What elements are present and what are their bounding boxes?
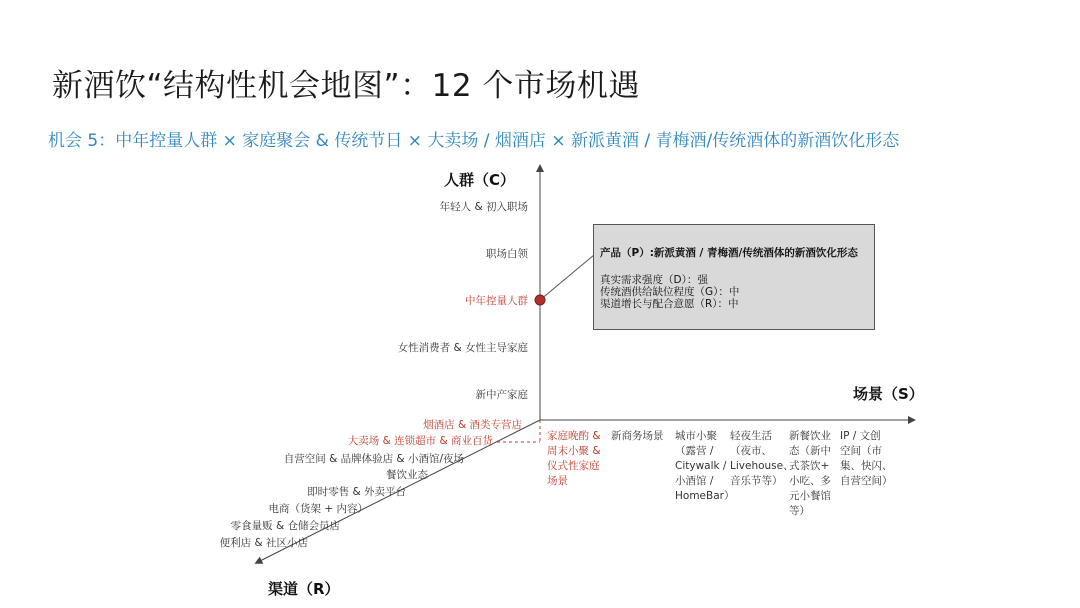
r-category: 便利店 & 社区小店: [219, 537, 308, 549]
r-axis-title: 渠道（R）: [268, 580, 340, 598]
product-callout-title: 产品（P）:新派黄酒 / 青梅酒/传统酒体的新酒饮化形态: [600, 247, 858, 259]
product-callout-box: [593, 224, 875, 330]
r-category: 电商（货架 + 内容）: [268, 503, 368, 515]
y-category: 女性消费者 & 女性主导家庭: [397, 342, 528, 354]
x-category: 轻夜生活 （夜市、 Livehouse、 音乐节等）: [730, 430, 794, 487]
callout-connector: [540, 250, 600, 300]
x-category: 城市小聚 （露营 / Citywalk / 小酒馆 / HomeBar）: [675, 430, 735, 502]
supply-gap: 传统酒供给缺位程度（G）：中: [600, 286, 740, 298]
x-category-highlighted: 家庭晚酌 & 周末小聚 & 仪式性家庭 场景: [547, 430, 601, 487]
y-category: 新中产家庭: [475, 389, 528, 401]
y-axis-title: 人群（C）: [444, 171, 516, 189]
page-title: 新酒饮“结构性机会地图”：12 个市场机遇: [52, 68, 640, 104]
x-axis-title: 场景（S）: [853, 385, 924, 403]
channel-growth: 渠道增长与配合意愿（R）：中: [600, 298, 739, 310]
r-category: 即时零售 & 外卖平台: [307, 486, 406, 498]
r-category-highlighted: 烟酒店 & 酒类专营店: [423, 419, 522, 431]
demand-strength: 真实需求强度（D）：强: [600, 274, 708, 286]
y-category: 年轻人 & 初入职场: [439, 201, 528, 213]
x-category: 新商务场景: [611, 430, 664, 442]
r-category: 自营空间 & 品牌体验店 & 小酒馆/夜场: [283, 453, 464, 465]
y-category: 职场白领: [486, 248, 528, 260]
r-category: 餐饮业态: [386, 469, 428, 481]
x-category: IP / 文创 空间（市 集、快闪、 自营空间）: [840, 430, 893, 487]
highlight-point: [535, 295, 545, 305]
y-category-highlighted: 中年控量人群: [465, 295, 528, 307]
r-category: 零食量贩 & 仓储会员店: [230, 520, 340, 532]
x-category: 新餐饮业 态（新中 式茶饮+ 小吃、多 元小餐馆 等）: [789, 430, 831, 517]
r-category-highlighted: 大卖场 & 连锁超市 & 商业百货: [347, 435, 493, 447]
opportunity-subtitle: 机会 5：中年控量人群 × 家庭聚会 & 传统节日 × 大卖场 / 烟酒店 × 新派黄酒 / 青梅酒/传统酒体的新酒饮化形态: [48, 131, 900, 151]
